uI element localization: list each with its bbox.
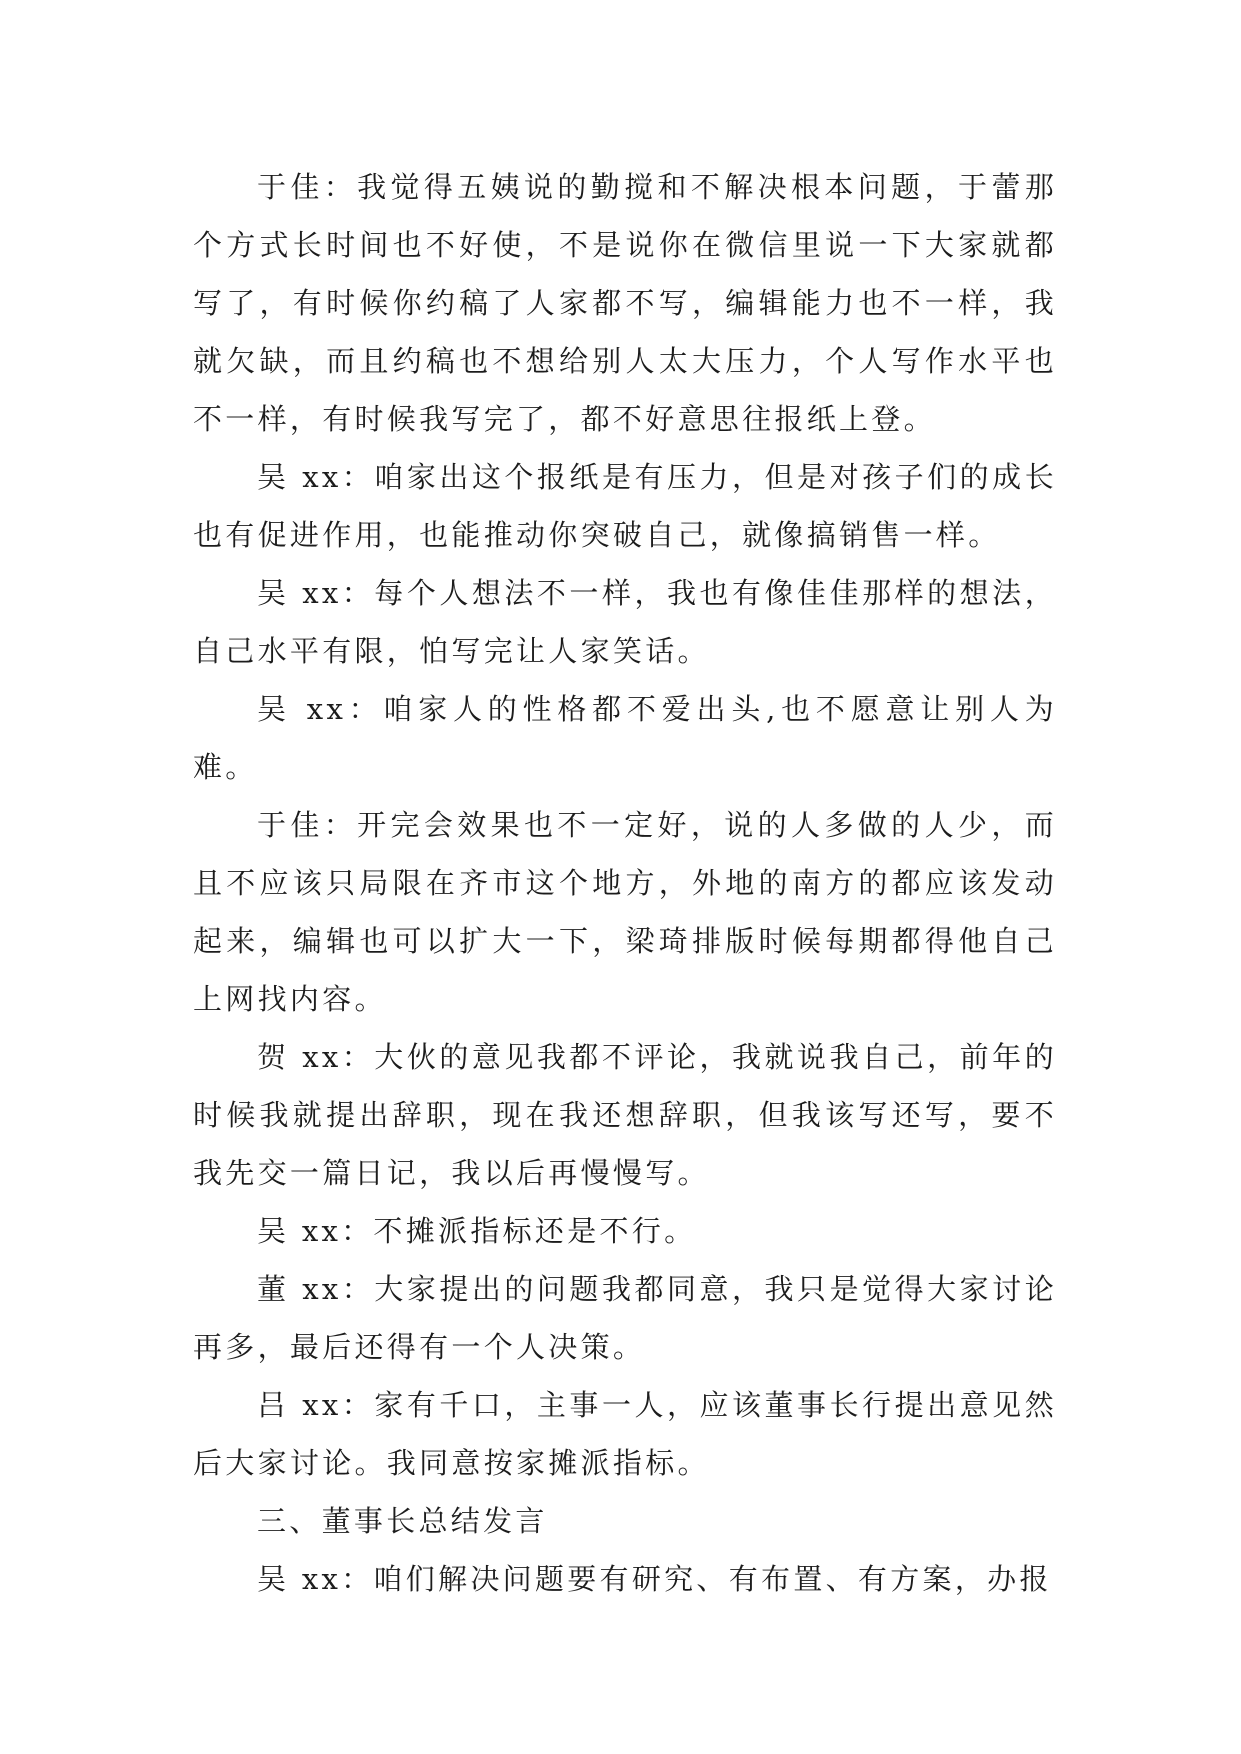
document-body <box>193 158 1057 1608</box>
paragraph-wu-5: 吴 xx：咱们解决问题要有研究、有布置、有方案，办报 <box>257 1562 1052 1596</box>
paragraph-he: 贺 xx：大伙的意见我都不评论，我就说我自己，前年的时候我就提出辞职，现在我还想辞职，但我该写还写，要不我先交一篇日记，我以后再慢慢写。 <box>193 1040 1057 1190</box>
paragraph-wu-2: 吴 xx：每个人想法不一样，我也有像佳佳那样的想法，自己水平有限，怕写完让人家笑话。 <box>193 576 1057 668</box>
paragraph-wu-4: 吴 xx：不摊派指标还是不行。 <box>257 1214 697 1248</box>
paragraph-dong: 董 xx：大家提出的问题我都同意，我只是觉得大家讨论再多，最后还得有一个人决策。 <box>193 1272 1057 1364</box>
paragraph-yujia-1: 于佳：我觉得五姨说的勤搅和不解决根本问题，于蕾那个方式长时间也不好使，不是说你在微信里说一下大家就都写了，有时候你约稿了人家都不写，编辑能力也不一样，我就欠缺，而且约稿也不想给别人太大压力，个人写作水平也不一样，有时候我写完了，都不好意思往报纸上登。 <box>193 170 1057 436</box>
paragraph-yujia-2: 于佳：开完会效果也不一定好，说的人多做的人少，而且不应该只局限在齐市这个地方，外地的南方的都应该发动起来，编辑也可以扩大一下，梁琦排版时候每期都得他自己上网找内容。 <box>193 808 1057 1016</box>
section-heading: 三、董事长总结发言 <box>257 1504 548 1538</box>
paragraph-wu-1: 吴 xx：咱家出这个报纸是有压力，但是对孩子们的成长也有促进作用，也能推动你突破自己，就像搞销售一样。 <box>193 460 1057 552</box>
paragraph-lv: 吕 xx：家有千口，主事一人，应该董事长行提出意见然后大家讨论。我同意按家摊派指标。 <box>193 1388 1057 1480</box>
paragraph-wu-3: 吴 xx：咱家人的性格都不爱出头,也不愿意让别人为难。 <box>193 692 1057 784</box>
